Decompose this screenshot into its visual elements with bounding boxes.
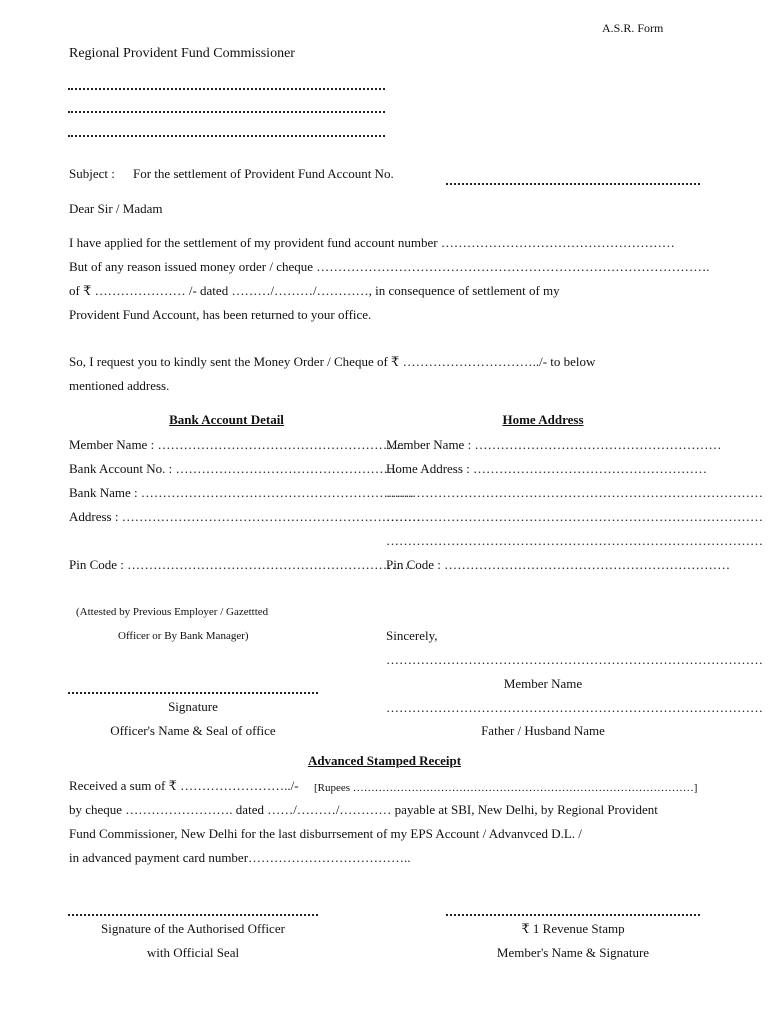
father-name-caption: Father / Husband Name [481, 723, 605, 738]
home-address-line-4: …………………………………………………………………………… [386, 509, 763, 524]
receipt-line-2: by cheque ……………………. dated ……/………/………… payable at SBI, New Delhi, by Regional Provident [69, 802, 658, 817]
home-address: Home Address : ……………………………………………… [386, 461, 708, 476]
father-name-dots: …………………………………………………………………………… [386, 700, 763, 715]
authorised-signature-line [68, 914, 318, 916]
addressee: Regional Provident Fund Commissioner [69, 46, 295, 61]
sincerely: Sincerely, [386, 628, 438, 643]
officer-caption: Officer's Name & Seal of office [110, 723, 276, 738]
receipt-heading: Advanced Stamped Receipt [307, 753, 462, 768]
official-seal-caption: with Official Seal [146, 945, 240, 960]
body-line-6: mentioned address. [69, 378, 170, 393]
authorised-signature-caption: Signature of the Authorised Officer [101, 921, 285, 936]
home-address-line-5: …………………………………………………………………………… [386, 533, 763, 548]
bank-heading: Bank Account Detail [169, 412, 284, 427]
bank-name: Bank Name : ……………………………………………………… [69, 485, 414, 500]
bank-pin-code: Pin Code : ………………………………………………………… [69, 557, 414, 572]
body-line-5: So, I request you to kindly sent the Money Order / Cheque of ₹ …………………………../- to below [69, 354, 596, 369]
member-name-dots: …………………………………………………………………………… [386, 652, 763, 667]
address-line-1 [68, 88, 385, 90]
home-address-line-3: …………………………………………………………………………… [386, 485, 763, 500]
address-line-2 [68, 111, 385, 113]
body-line-3: of ₹ ………………… /- dated ………/………/…………, in consequence of settlement of my [69, 283, 560, 298]
receipt-line-3: Fund Commissioner, New Delhi for the last disburrsement of my EPS Account / Advanvced D.L. / [69, 826, 582, 841]
subject-label: Subject : [69, 166, 115, 181]
attest-line-1: (Attested by Previous Employer / Gazettted [76, 606, 269, 618]
member-signature-line [446, 914, 700, 916]
bank-account-no: Bank Account No. : …………………………………………… [69, 461, 397, 476]
salutation: Dear Sir / Madam [69, 201, 163, 216]
form-code: A.S.R. Form [602, 21, 664, 35]
home-member-name: Member Name : ………………………………………………… [386, 437, 722, 452]
signature-caption: Signature [168, 699, 218, 714]
home-heading: Home Address [502, 412, 584, 427]
address-line-3 [68, 135, 385, 137]
officer-signature-line [68, 692, 318, 694]
subject-text: For the settlement of Provident Fund Account No. [133, 166, 394, 181]
body-line-1: I have applied for the settlement of my provident fund account number ……………………………………………… [69, 235, 675, 250]
receipt-line-4: in advanced payment card number……………………………….. [69, 850, 411, 865]
receipt-line-1a: Received a sum of ₹ ……………………../- [69, 778, 299, 793]
home-pin-code: Pin Code : ………………………………………………………… [386, 557, 731, 572]
revenue-stamp-caption: ₹ 1 Revenue Stamp [521, 921, 625, 936]
receipt-line-1b: [Rupees …………………………………………………………………………………] [314, 782, 698, 794]
account-number-line [446, 183, 700, 185]
body-line-2: But of any reason issued money order / cheque ………………………………………………………………………………. [69, 259, 710, 274]
bank-address: Address : …………………………………………………………… [69, 509, 421, 524]
body-line-4: Provident Fund Account, has been returned to your office. [69, 307, 372, 322]
attest-line-2: Officer or By Bank Manager) [118, 630, 249, 642]
bank-member-name: Member Name : ………………………………………………… [69, 437, 405, 452]
member-signature-caption: Member's Name & Signature [496, 945, 650, 960]
member-name-caption: Member Name [503, 676, 583, 691]
